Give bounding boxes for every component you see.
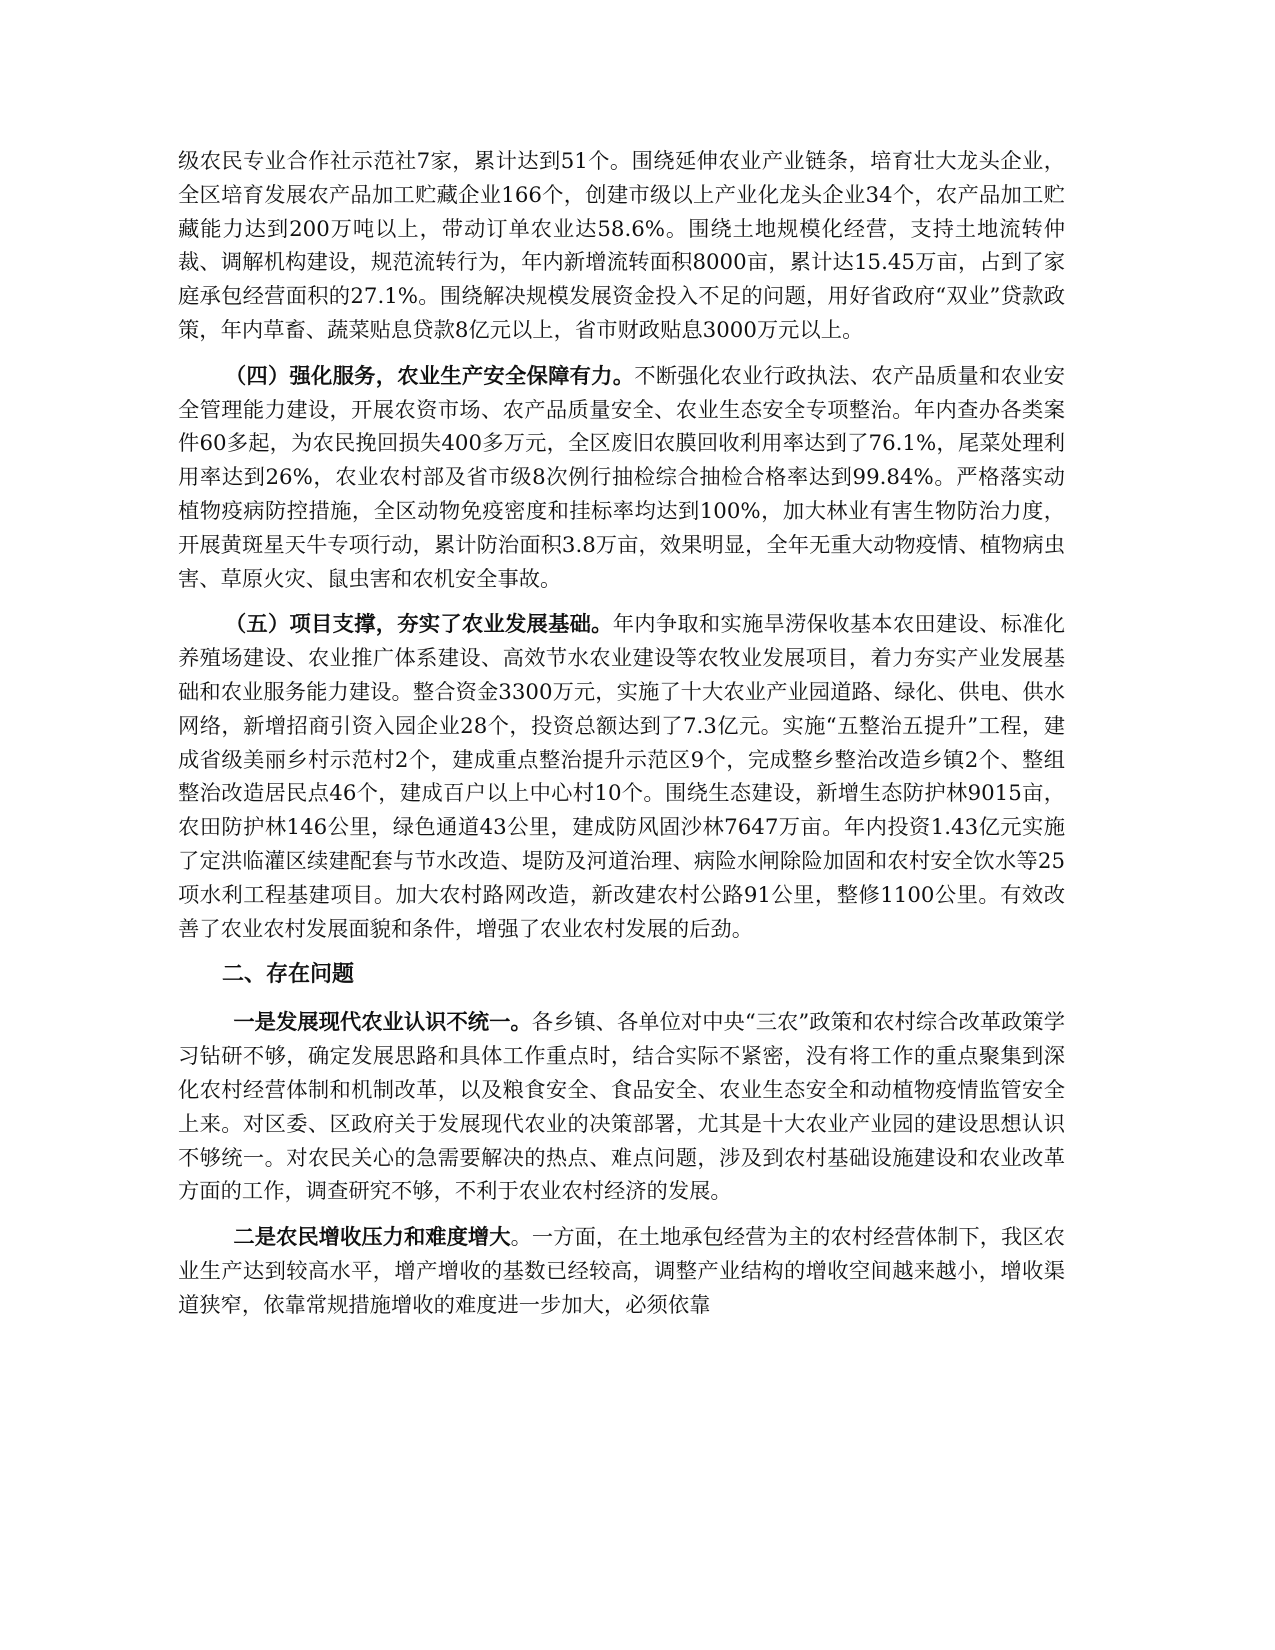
- section-lead-4: （四）强化服务，农业生产安全保障有力。: [224, 363, 635, 389]
- section-lead-5: （五）项目支撑，夯实了农业发展基础。: [224, 612, 613, 638]
- paragraph-cooperatives: [178, 145, 1065, 348]
- paragraph-text: 各乡镇、各单位对中央“三农”政策和农村综合改革政策学习钻研不够，确定发展思路和具体工作重点时，结合实际不紧密，没有将工作的重点聚集到深化农村经营体制和机制改革，以及粮食安全、食品安全、农业生态安全和动植物疫情监管安全上来。对区委、区政府关于发展现代农业的决策部署，尤其是十大农业产业园的建设思想认识不够统一。对农民关心的急需要解决的热点、难点问题，涉及到农村基础设施建设和农业改革方面的工作，调查研究不够，不利于农业农村经济的发展。: [178, 1010, 1065, 1205]
- problem-lead-1: 一是发展现代农业认识不统一。: [233, 1010, 532, 1036]
- paragraph-service-safety: [178, 360, 1065, 597]
- paragraph-text: 不断强化农业行政执法、农产品质量和农业安全管理能力建设，开展农资市场、农产品质量安全、农业生态安全专项整治。年内查办各类案件60多起，为农民挽回损失400多万元，全区废旧农膜回收利用率达到了76.1%，尾菜处理利用率达到26%，农业农村部及省市级8次例行抽检综合抽检合格率达到99.84%。严格落实动植物疫病防控措施，全区动物免疫密度和挂标率均达到100%，加大林业有害生物防治力度，开展黄斑星天牛专项行动，累计防治面积3.8万亩，效果明显，全年无重大动物疫情、植物病虫害、草原火灾、鼠虫害和农机安全事故。: [178, 363, 1065, 592]
- paragraph-text: 年内争取和实施旱涝保收基本农田建设、标准化养殖场建设、农业推广体系建设、高效节水农业建设等农牧业发展项目，着力夯实产业发展基础和农业服务能力建设。整合资金3300万元，实施了十大农业产业园道路、绿化、供电、供水网络，新增招商引资入园企业28个，投资总额达到了7.3亿元。实施“五整治五提升”工程，建成省级美丽乡村示范村2个，建成重点整治提升示范区9个，完成整乡整治改造乡镇2个、整组整治改造居民点46个，建成百户以上中心村10个。围绕生态建设，新增生态防护林9015亩，农田防护林146公里，绿色通道43公里，建成防风固沙林7647万亩。年内投资1.43亿元实施了定洪临灌区续建配套与节水改造、堤防及河道治理、病险水闸除险加固和农村安全饮水等25项水利工程基建项目。加大农村路网改造，新改建农村公路91公里，整修1100公里。有效改善了农业农村发展面貌和条件，增强了农业农村发展的后劲。: [178, 612, 1065, 942]
- paragraph-project-support: [178, 608, 1065, 946]
- paragraph-text: 级农民专业合作社示范社7家，累计达到51个。围绕延伸农业产业链条，培育壮大龙头企业，全区培育发展农产品加工贮藏企业166个，创建市级以上产业化龙头企业34个，农产品加工贮藏能力达到200万吨以上，带动订单农业达58.6%。围绕土地规模化经营，支持土地流转仲裁、调解机构建设，规范流转行为，年内新增流转面积8000亩，累计达15.45万亩，占到了家庭承包经营面积的27.1%。围绕解决规模发展资金投入不足的问题，用好省政府“双业”贷款政策，年内草畜、蔬菜贴息贷款8亿元以上，省市财政贴息3000万元以上。: [178, 149, 1065, 343]
- paragraph-problem-2: [178, 1221, 1065, 1322]
- section-heading-problems: 二、存在问题: [222, 962, 355, 988]
- paragraph-problem-1: [178, 1006, 1065, 1209]
- document-page: [178, 145, 1065, 1335]
- paragraph-text: 。一方面，在土地承包经营为主的农村经营体制下，我区农业生产达到较高水平，增产增收的基数已经较高，调整产业结构的增收空间越来越小，增收渠道狭窄，依靠常规措施增收的难度进一步加大，必须依靠: [178, 1225, 1065, 1318]
- problem-lead-2: 二是农民增收压力和难度增大: [233, 1225, 511, 1251]
